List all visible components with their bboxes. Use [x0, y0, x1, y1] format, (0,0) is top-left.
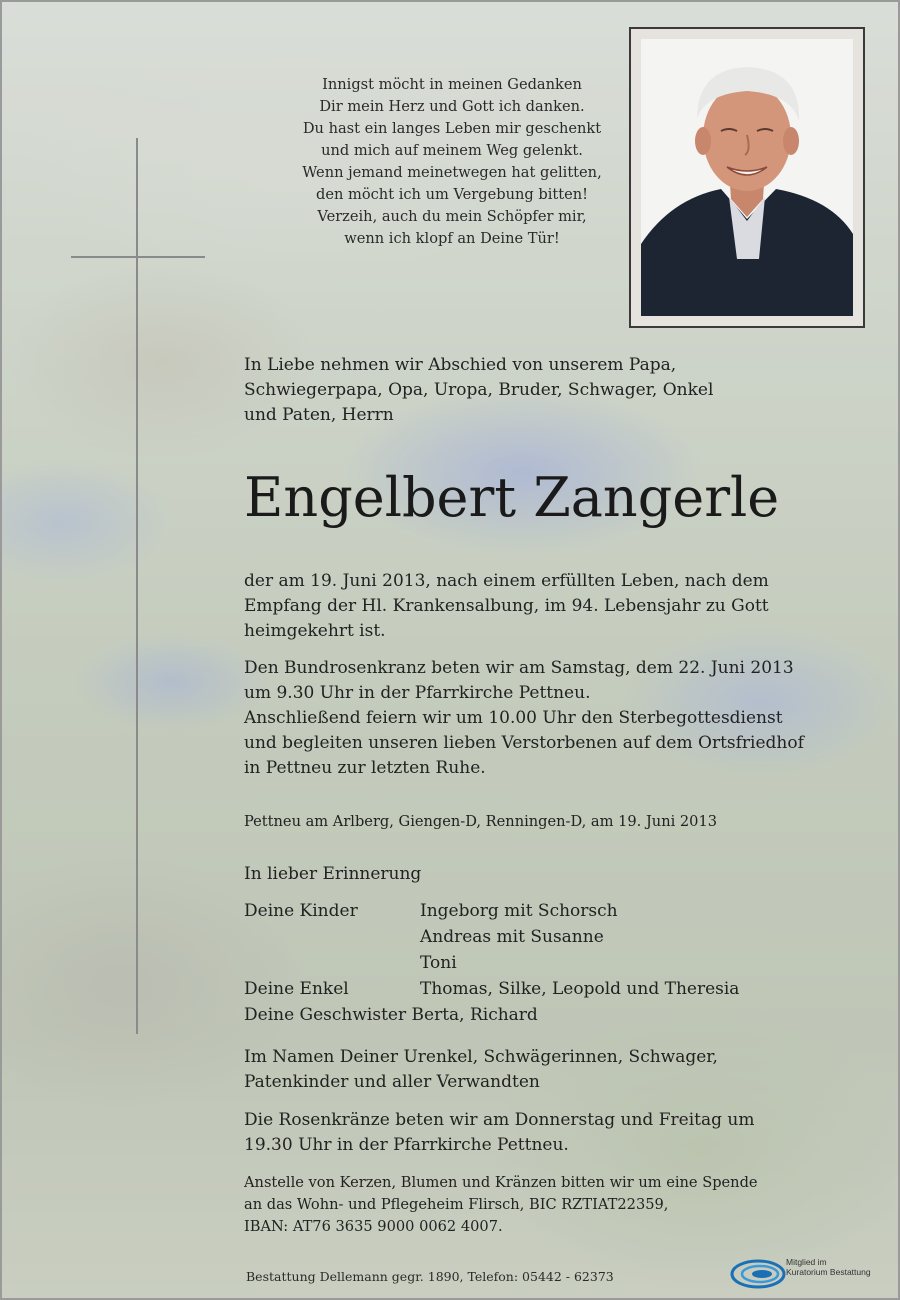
siblings-line: Deine Geschwister Berta, Richard	[244, 1005, 538, 1025]
grandchildren-names: Thomas, Silke, Leopold und Theresia	[420, 979, 740, 999]
children-name: Ingeborg mit Schorsch	[420, 901, 618, 921]
paragraph-line: an das Wohn- und Pflegeheim Flirsch, BIC RZTIAT22359,	[244, 1196, 669, 1213]
logo-caption	[786, 1257, 871, 1277]
children-name: Andreas mit Susanne	[420, 927, 604, 947]
family-row-children	[244, 951, 457, 976]
paragraph-line: 19.30 Uhr in der Pfarrkirche Pettneu.	[244, 1135, 569, 1155]
logo-caption-line: Kuratorium Bestattung	[786, 1267, 871, 1277]
place-and-date: Pettneu am Arlberg, Giengen-D, Renningen-D, am 19. Juni 2013	[244, 813, 718, 830]
family-row-children	[244, 899, 618, 924]
paragraph-line: Anschließend feiern wir um 10.00 Uhr den Sterbegottesdienst	[244, 708, 783, 728]
poem-line: Dir mein Herz und Gott ich danken.	[319, 98, 585, 115]
paragraph-line: in Pettneu zur letzten Ruhe.	[244, 758, 486, 778]
relatives-paragraph	[244, 1045, 884, 1095]
rosary-paragraph	[244, 1108, 884, 1158]
family-row-children	[244, 925, 604, 950]
deceased-name: Engelbert Zangerle	[244, 466, 780, 529]
in-memory-heading: In lieber Erinnerung	[244, 864, 422, 884]
poem-line: und mich auf meinem Weg gelenkt.	[321, 142, 583, 159]
children-label: Deine Kinder	[244, 901, 358, 921]
intro-line: und Paten, Herrn	[244, 405, 394, 425]
grandchildren-label: Deine Enkel	[244, 979, 349, 999]
paragraph-line: Im Namen Deiner Urenkel, Schwägerinnen, Schwager,	[244, 1047, 718, 1067]
poem-line: Wenn jemand meinetwegen hat gelitten,	[302, 164, 602, 181]
memorial-poem	[242, 74, 662, 250]
paragraph-line: um 9.30 Uhr in der Pfarrkirche Pettneu.	[244, 683, 591, 703]
poem-line: den möcht ich um Vergebung bitten!	[315, 186, 589, 203]
intro-line: In Liebe nehmen wir Abschied von unserem Papa,	[244, 355, 677, 375]
donation-paragraph	[244, 1172, 884, 1238]
children-name: Toni	[420, 953, 457, 973]
cross-horizontal-bar	[71, 256, 205, 258]
poem-line: wenn ich klopf an Deine Tür!	[344, 230, 560, 247]
paragraph-line: der am 19. Juni 2013, nach einem erfüllten Leben, nach dem	[244, 571, 769, 591]
funeral-home-footer: Bestattung Dellemann gegr. 1890, Telefon: 05442 - 62373	[246, 1269, 614, 1284]
paragraph-line: heimgekehrt ist.	[244, 621, 386, 641]
logo-caption-line: Mitglied im	[786, 1257, 827, 1267]
family-row-grandchildren	[244, 977, 739, 1002]
portrait-frame	[629, 27, 865, 328]
portrait-photo	[641, 39, 853, 316]
paragraph-line: IBAN: AT76 3635 9000 0062 4007.	[244, 1218, 503, 1235]
paragraph-line: Anstelle von Kerzen, Blumen und Kränzen bitten wir um eine Spende	[244, 1174, 758, 1191]
cross-vertical-bar	[136, 138, 138, 1034]
service-details-paragraph	[244, 656, 884, 781]
paragraph-line: Patenkinder und aller Verwandten	[244, 1072, 540, 1092]
farewell-intro	[244, 353, 884, 428]
paragraph-line: Den Bundrosenkranz beten wir am Samstag, dem 22. Juni 2013	[244, 658, 794, 678]
death-notice-paragraph	[244, 569, 884, 644]
poem-line: Verzeih, auch du mein Schöpfer mir,	[317, 208, 587, 225]
paragraph-line: und begleiten unseren lieben Verstorbenen auf dem Ortsfriedhof	[244, 733, 804, 753]
intro-line: Schwiegerpapa, Opa, Uropa, Bruder, Schwager, Onkel	[244, 380, 714, 400]
paragraph-line: Empfang der Hl. Krankensalbung, im 94. Lebensjahr zu Gott	[244, 596, 769, 616]
poem-line: Du hast ein langes Leben mir geschenkt	[302, 120, 602, 137]
paragraph-line: Die Rosenkränze beten wir am Donnerstag und Freitag um	[244, 1110, 755, 1130]
family-row-siblings	[244, 1003, 538, 1028]
poem-line: Innigst möcht in meinen Gedanken	[322, 76, 582, 93]
